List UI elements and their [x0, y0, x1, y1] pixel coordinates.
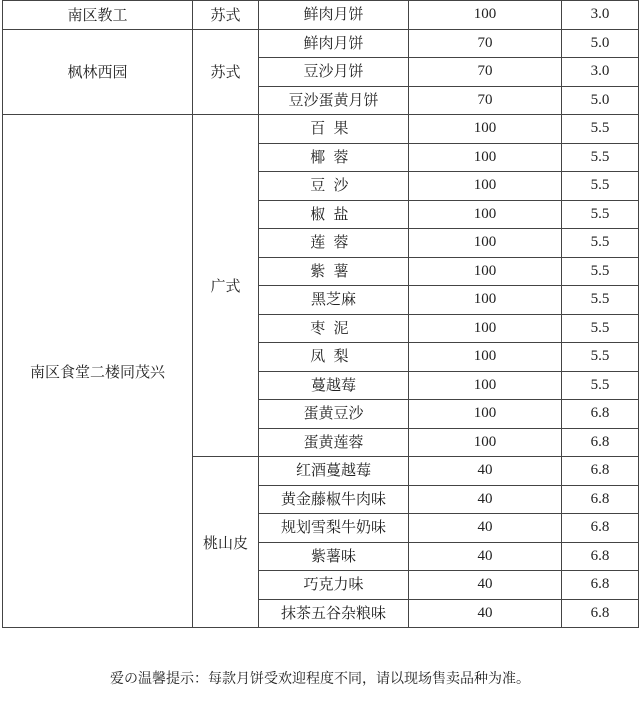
product-name-cell: 蛋黄莲蓉: [259, 428, 409, 457]
mooncake-price-table: [2, 0, 639, 628]
price-cell: 6.8: [562, 428, 639, 457]
weight-cell: 40: [409, 542, 562, 571]
product-name-cell: 鲜肉月饼: [259, 1, 409, 30]
price-cell: 6.8: [562, 571, 639, 600]
weight-cell: 100: [409, 172, 562, 201]
location-cell: 枫林西园: [3, 29, 193, 115]
location-cell: 南区教工: [3, 1, 193, 30]
footnote: 爱の温馨提示：每款月饼受欢迎程度不同，请以现场售卖品种为准。: [110, 671, 530, 687]
weight-cell: 40: [409, 599, 562, 628]
weight-cell: 100: [409, 229, 562, 258]
price-cell: 5.5: [562, 143, 639, 172]
product-name-cell: 紫薯味: [259, 542, 409, 571]
style-cell: 广式: [193, 115, 259, 457]
price-cell: 5.0: [562, 86, 639, 115]
weight-cell: 100: [409, 143, 562, 172]
price-cell: 5.5: [562, 200, 639, 229]
weight-cell: 40: [409, 457, 562, 486]
product-name-cell: 规划雪梨牛奶味: [259, 514, 409, 543]
table-row: [3, 115, 639, 144]
product-name-cell: 豆沙月饼: [259, 58, 409, 87]
price-cell: 6.8: [562, 514, 639, 543]
price-cell: 5.5: [562, 343, 639, 372]
table-row: [3, 29, 639, 58]
weight-cell: 100: [409, 314, 562, 343]
weight-cell: 40: [409, 485, 562, 514]
weight-cell: 100: [409, 343, 562, 372]
price-cell: 5.5: [562, 229, 639, 258]
product-name-cell: 百果: [259, 115, 409, 144]
weight-cell: 70: [409, 86, 562, 115]
product-name-cell: 蛋黄豆沙: [259, 400, 409, 429]
product-name-cell: 凤梨: [259, 343, 409, 372]
price-cell: 5.5: [562, 115, 639, 144]
product-name-cell: 巧克力味: [259, 571, 409, 600]
price-cell: 3.0: [562, 58, 639, 87]
product-name-cell: 红酒蔓越莓: [259, 457, 409, 486]
price-cell: 5.5: [562, 286, 639, 315]
product-name-cell: 豆沙蛋黄月饼: [259, 86, 409, 115]
weight-cell: 100: [409, 400, 562, 429]
style-cell: 苏式: [193, 1, 259, 30]
weight-cell: 100: [409, 257, 562, 286]
product-name-cell: 黄金藤椒牛肉味: [259, 485, 409, 514]
product-name-cell: 抹茶五谷杂粮味: [259, 599, 409, 628]
price-cell: 5.5: [562, 172, 639, 201]
product-name-cell: 蔓越莓: [259, 371, 409, 400]
product-name-cell: 鲜肉月饼: [259, 29, 409, 58]
product-name-cell: 椰蓉: [259, 143, 409, 172]
style-cell: 苏式: [193, 29, 259, 115]
weight-cell: 70: [409, 58, 562, 87]
product-name-cell: 豆沙: [259, 172, 409, 201]
weight-cell: 100: [409, 371, 562, 400]
weight-cell: 100: [409, 200, 562, 229]
price-cell: 6.8: [562, 542, 639, 571]
table-body: [3, 1, 639, 628]
style-cell: 桃山皮: [193, 457, 259, 628]
weight-cell: 100: [409, 286, 562, 315]
product-name-cell: 黑芝麻: [259, 286, 409, 315]
location-cell: 南区食堂二楼同茂兴: [3, 115, 193, 628]
price-cell: 5.0: [562, 29, 639, 58]
price-cell: 6.8: [562, 400, 639, 429]
product-name-cell: 紫薯: [259, 257, 409, 286]
price-cell: 6.8: [562, 599, 639, 628]
table-row: [3, 1, 639, 30]
product-name-cell: 莲蓉: [259, 229, 409, 258]
weight-cell: 100: [409, 428, 562, 457]
product-name-cell: 椒盐: [259, 200, 409, 229]
weight-cell: 40: [409, 514, 562, 543]
weight-cell: 40: [409, 571, 562, 600]
price-cell: 3.0: [562, 1, 639, 30]
price-cell: 5.5: [562, 257, 639, 286]
price-cell: 5.5: [562, 371, 639, 400]
price-cell: 6.8: [562, 457, 639, 486]
weight-cell: 70: [409, 29, 562, 58]
price-cell: 6.8: [562, 485, 639, 514]
weight-cell: 100: [409, 115, 562, 144]
product-name-cell: 枣泥: [259, 314, 409, 343]
weight-cell: 100: [409, 1, 562, 30]
price-cell: 5.5: [562, 314, 639, 343]
